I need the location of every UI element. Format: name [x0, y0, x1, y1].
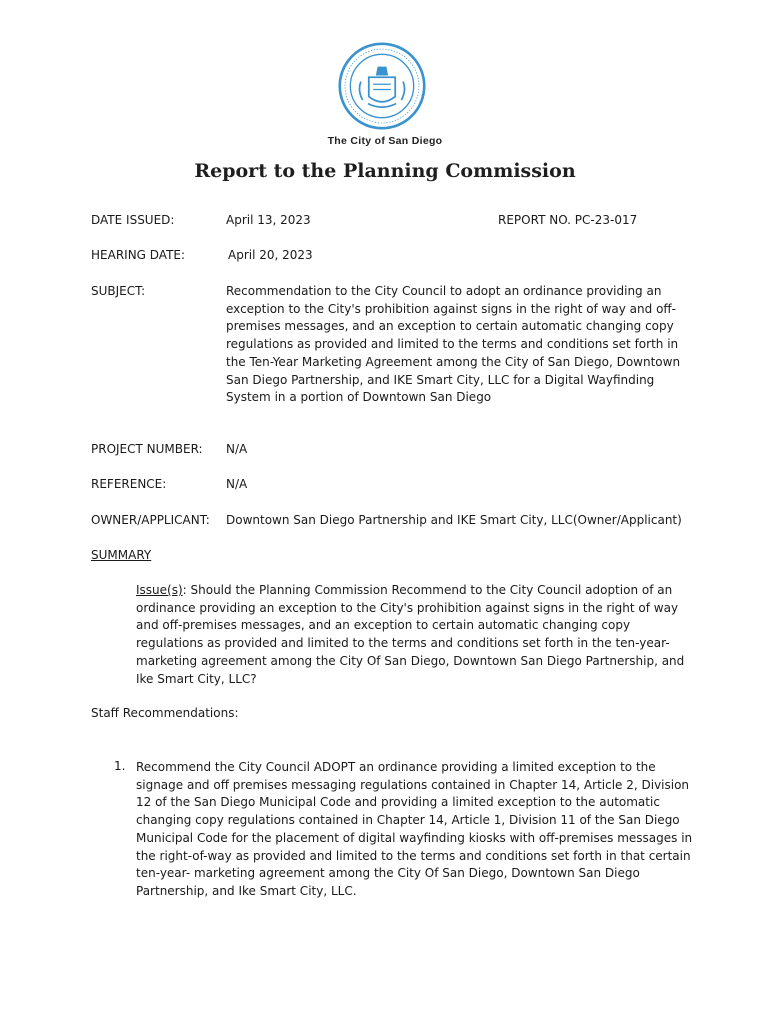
subject-line: regulations as provided and limited to the terms and conditions set forth in — [226, 337, 679, 352]
date-issued-value: April 13, 2023 — [226, 213, 311, 227]
recommendation-line: Recommend the City Council ADOPT an ordinance providing a limited exception to the — [136, 760, 656, 774]
recommendation-line: signage and off premises messaging regulations contained in Chapter 14, Article 2, Division — [136, 777, 690, 792]
owner-applicant-value: Downtown San Diego Partnership and IKE Smart City, LLC(Owner/Applicant) — [226, 513, 682, 527]
list-item — [136, 759, 696, 901]
date-issued-label: DATE ISSUED: — [91, 213, 175, 227]
recommendation-line: ten-year- marketing agreement among the City Of San Diego, Downtown San Diego — [136, 866, 640, 881]
recommendation-line: Partnership, and Ike Smart City, LLC. — [136, 883, 357, 898]
page-title: Report to the Planning Commission — [194, 160, 576, 182]
summary-heading: SUMMARY — [91, 548, 152, 562]
project-number-value: N/A — [226, 442, 248, 456]
issue-line: regulations as provided and limited to the terms and conditions set forth in the ten-year- — [136, 636, 670, 651]
subject-line: Recommendation to the City Council to adopt an ordinance providing an — [226, 284, 662, 298]
issue-line: Ike Smart City, LLC? — [136, 671, 257, 686]
subject-line: the Ten-Year Marketing Agreement among the City of San Diego, Downtown — [226, 354, 681, 369]
issue-paragraph — [136, 582, 696, 688]
owner-applicant-label: OWNER/APPLICANT: — [91, 513, 210, 527]
issue-line: : Should the Planning Commission Recommend to the City Council adoption of an — [182, 583, 673, 597]
hearing-date-label: HEARING DATE: — [91, 248, 186, 262]
issue-line: marketing agreement among the City Of San Diego, Downtown San Diego Partnership, and — [136, 653, 685, 668]
issue-line: ordinance providing an exception to the City's prohibition against signs in the right of way — [136, 600, 679, 615]
recommendation-line: the right-of-way as provided and limited to the terms and conditions set forth in that certain — [136, 848, 691, 863]
list-item-number: 1. — [114, 759, 126, 773]
staff-recommendations-heading: Staff Recommendations: — [91, 706, 239, 720]
subject-label: SUBJECT: — [91, 284, 146, 298]
city-of-san-diego-seal-icon — [338, 42, 426, 130]
subject-line: premises messages, and an exception to certain automatic changing copy — [226, 319, 674, 334]
issue-line: and off-premises messages, and an exception to certain automatic changing copy — [136, 618, 631, 633]
subject-line: System in a portion of Downtown San Diego — [226, 390, 492, 405]
issue-label: Issue(s) — [136, 583, 183, 597]
subject-line: exception to the City's prohibition against signs in the right of way and off- — [226, 301, 677, 316]
subject-text — [226, 283, 696, 407]
reference-label: REFERENCE: — [91, 477, 167, 491]
recommendation-line: changing copy regulations contained in Chapter 14, Article 1, Division 11 of the San Diego — [136, 813, 680, 828]
report-number: REPORT NO. PC-23-017 — [498, 213, 638, 227]
recommendation-line: Municipal Code for the placement of digital wayfinding kiosks with off-premises messages in — [136, 830, 693, 845]
subject-line: San Diego Partnership, and IKE Smart City, LLC for a Digital Wayfinding — [226, 372, 655, 387]
org-name: The City of San Diego — [327, 135, 443, 147]
hearing-date-value: April 20, 2023 — [228, 248, 313, 262]
recommendation-line: 12 of the San Diego Municipal Code and providing a limited exception to the automatic — [136, 795, 660, 810]
reference-value: N/A — [226, 477, 248, 491]
project-number-label: PROJECT NUMBER: — [91, 442, 203, 456]
